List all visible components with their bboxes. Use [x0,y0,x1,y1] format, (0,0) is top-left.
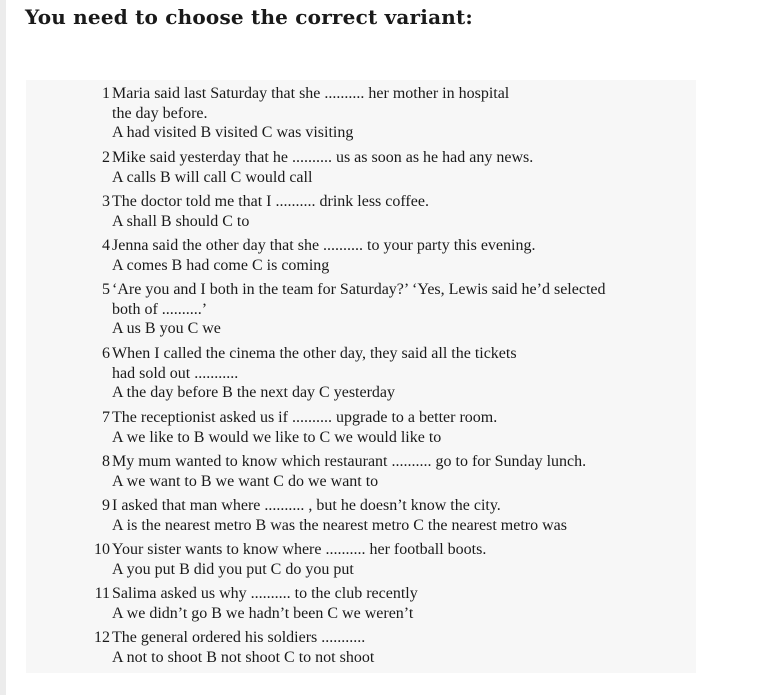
question-text: The doctor told me that I .......... drink less coffee. [112,193,429,210]
question-text: the day before. [112,104,208,122]
answer-options: A calls B will call C would call [112,168,313,186]
question-number: 12 [94,629,110,646]
question-number: 3 [102,193,110,210]
question-number: 11 [94,585,110,602]
answer-options: A we didn’t go B we hadn’t been C we weren’t [112,604,414,622]
question-text: My mum wanted to know which restaurant .......... go to for Sunday lunch. [112,453,587,470]
question-text: Maria said last Saturday that she .......... her mother in hospital [112,85,510,102]
question-number: 9 [102,497,110,514]
answer-options: A is the nearest metro B was the nearest metro C the nearest metro was [112,516,567,534]
answer-options: A us B you C we [112,320,221,337]
question-number: 4 [102,237,110,254]
page-heading: You need to choose the correct variant: [25,5,474,29]
question-text: Jenna said the other day that she .......... to your party this evening. [112,237,536,254]
question-text: The receptionist asked us if .......... upgrade to a better room. [112,409,498,426]
answer-options: A had visited B visited C was visiting [112,124,354,141]
answer-options: A we want to B we want C do we want to [112,472,379,490]
question-number: 6 [102,345,110,362]
exercise-panel [26,80,696,673]
question-text: Your sister wants to know where .......... her football boots. [112,541,487,558]
question-number: 1 [102,85,110,102]
left-border-strip [0,0,6,695]
question-text: Mike said yesterday that he .......... us as soon as he had any news. [112,149,534,166]
question-number: 2 [102,149,110,166]
question-text: both of ..........’ [112,300,208,318]
question-number: 7 [102,409,110,426]
question-text: When I called the cinema the other day, they said all the tickets [112,345,517,362]
question-text: I asked that man where .......... , but he doesn’t know the city. [112,497,501,514]
answer-options: A you put B did you put C do you put [112,560,354,578]
answer-options: A we like to B would we like to C we would like to [112,428,442,446]
question-number: 10 [94,541,110,558]
answer-options: A comes B had come C is coming [112,256,330,274]
question-text: had sold out ........... [112,364,239,382]
question-text: The general ordered his soldiers ........... [112,629,366,646]
question-number: 5 [102,281,110,298]
question-number: 8 [102,453,110,470]
answer-options: A shall B should C to [112,212,250,230]
question-text: Salima asked us why .......... to the club recently [112,585,418,602]
answer-options: A not to shoot B not shoot C to not shoot [112,648,375,666]
answer-options: A the day before B the next day C yesterday [112,384,396,401]
question-text: ‘Are you and I both in the team for Saturday?’ ‘Yes, Lewis said he’d selected [112,281,606,298]
